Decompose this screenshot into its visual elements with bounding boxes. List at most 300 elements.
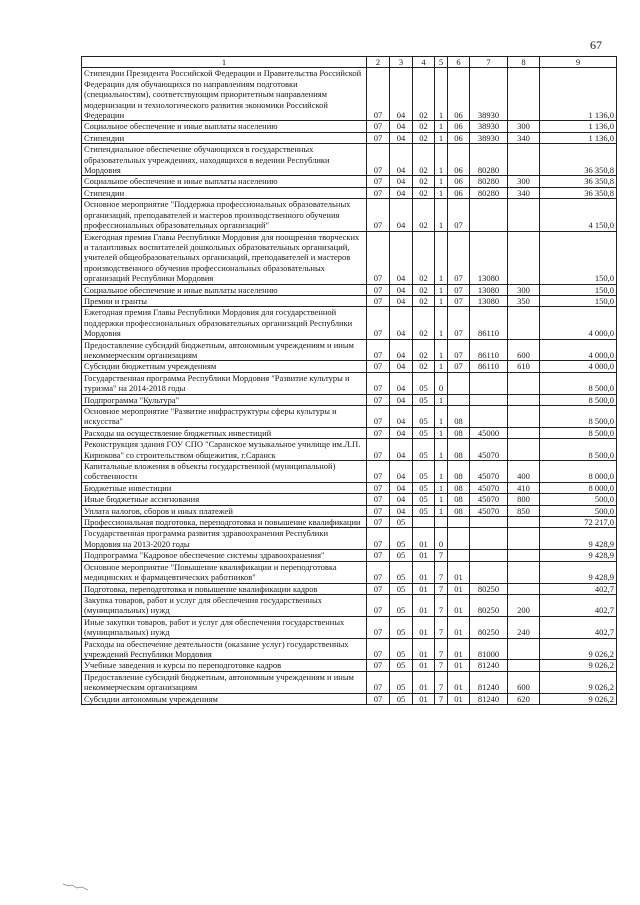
expense-name-cell: Бюджетные инвестиции xyxy=(82,482,367,493)
program-code-cell: 01 xyxy=(413,594,435,616)
subprogram-code-cell: 1 xyxy=(435,121,448,132)
subprogram-code-cell: 1 xyxy=(435,187,448,198)
section-code-cell: 07 xyxy=(367,594,390,616)
expense-type-cell: 350 xyxy=(508,295,540,306)
direction-code-cell: 80280 xyxy=(470,187,508,198)
section-code-cell: 07 xyxy=(367,461,390,483)
activity-code-cell xyxy=(448,372,470,394)
table-row xyxy=(82,638,617,660)
expense-type-cell: 300 xyxy=(508,176,540,187)
section-code-cell: 07 xyxy=(367,494,390,505)
activity-code-cell: 01 xyxy=(448,693,470,704)
program-code-cell: 02 xyxy=(413,121,435,132)
amount-cell: 9 026,2 xyxy=(540,638,617,660)
expense-name-cell: Подготовка, переподготовка и повышение квалификации кадров xyxy=(82,583,367,594)
program-code-cell: 02 xyxy=(413,295,435,306)
expense-name-cell: Закупка товаров, работ и услуг для обеспечения государственных (муниципальных) нужд xyxy=(82,594,367,616)
subsection-code-cell: 04 xyxy=(390,199,413,231)
amount-cell: 9 026,2 xyxy=(540,660,617,671)
expense-name-cell: Стипендии Президента Российской Федерации и Правительства Российской Федерации для обучающихся по направлениям подготовки (специальностям), соответствующим приоритетным направлениям модернизации и технологического развития экономики Российской Федерации xyxy=(82,68,367,121)
direction-code-cell: 38930 xyxy=(470,68,508,121)
activity-code-cell: 01 xyxy=(448,594,470,616)
direction-code-cell: 80250 xyxy=(470,616,508,638)
subsection-code-cell: 04 xyxy=(390,231,413,284)
expense-name-cell: Реконструкция здания ГОУ СПО "Саранское музыкальное училище им.Л.П. Кирюкова" со строительством общежития, г.Саранск xyxy=(82,439,367,461)
expense-name-cell: Социальное обеспечение и иные выплаты населению xyxy=(82,284,367,295)
expense-type-cell xyxy=(508,528,540,550)
subprogram-code-cell: 1 xyxy=(435,494,448,505)
subsection-code-cell: 04 xyxy=(390,461,413,483)
program-code-cell: 05 xyxy=(413,461,435,483)
table-row xyxy=(82,339,617,361)
expense-name-cell: Основное мероприятие "Развитие инфраструктуры сферы культуры и искусства" xyxy=(82,406,367,428)
amount-cell: 402,7 xyxy=(540,594,617,616)
table-row xyxy=(82,295,617,306)
subprogram-code-cell: 7 xyxy=(435,638,448,660)
activity-code-cell: 08 xyxy=(448,439,470,461)
expense-type-cell: 300 xyxy=(508,121,540,132)
direction-code-cell: 13080 xyxy=(470,284,508,295)
activity-code-cell: 01 xyxy=(448,638,470,660)
subprogram-code-cell: 7 xyxy=(435,594,448,616)
amount-cell: 8 500,0 xyxy=(540,439,617,461)
expense-name-cell: Капитальные вложения в объекты государственной (муниципальной) собственности xyxy=(82,461,367,483)
amount-cell: 402,7 xyxy=(540,583,617,594)
expense-name-cell: Предоставление субсидий бюджетным, автономным учреждениям и иным некоммерческим организациям xyxy=(82,339,367,361)
expense-type-cell xyxy=(508,638,540,660)
expense-type-cell xyxy=(508,394,540,405)
subsection-code-cell: 04 xyxy=(390,68,413,121)
amount-cell: 36 350,8 xyxy=(540,144,617,176)
subprogram-code-cell: 1 xyxy=(435,284,448,295)
amount-cell: 36 350,8 xyxy=(540,187,617,198)
section-code-cell: 07 xyxy=(367,361,390,372)
direction-code-cell xyxy=(470,406,508,428)
column-header: 9 xyxy=(540,57,617,68)
direction-code-cell xyxy=(470,550,508,561)
expense-name-cell: Ежегодная премия Главы Республики Мордовия для поощрения творческих и талантливых воспитателей дошкольных образовательных организаций, учителей общеобразовательных организаций, преподавателей и мастеров производственного обучения профессиональных образовательных организаций Республики Мордовия xyxy=(82,231,367,284)
expense-name-cell: Государственная программа Республики Мордовия "Развитие культуры и туризма" на 2014-2018 годы xyxy=(82,372,367,394)
expense-name-cell: Профессиональная подготовка, переподготовка и повышение квалификации xyxy=(82,517,367,528)
table-row xyxy=(82,616,617,638)
expense-type-cell: 850 xyxy=(508,505,540,516)
table-row xyxy=(82,231,617,284)
expense-name-cell: Стипендиальное обеспечение обучающихся в государственных образовательных учреждениях, находящихся в ведении Республики Мордовия xyxy=(82,144,367,176)
direction-code-cell: 81240 xyxy=(470,660,508,671)
subsection-code-cell: 05 xyxy=(390,583,413,594)
expense-type-cell: 340 xyxy=(508,187,540,198)
direction-code-cell: 45000 xyxy=(470,427,508,438)
amount-cell: 4 000,0 xyxy=(540,339,617,361)
subsection-code-cell: 05 xyxy=(390,550,413,561)
budget-table xyxy=(81,56,617,705)
subprogram-code-cell: 0 xyxy=(435,528,448,550)
subprogram-code-cell: 1 xyxy=(435,68,448,121)
amount-cell: 1 136,0 xyxy=(540,68,617,121)
subprogram-code-cell: 1 xyxy=(435,144,448,176)
column-header: 4 xyxy=(413,57,435,68)
expense-name-cell: Субсидии бюджетным учреждениям xyxy=(82,361,367,372)
expense-name-cell: Стипендии xyxy=(82,132,367,143)
column-header: 2 xyxy=(367,57,390,68)
amount-cell: 150,0 xyxy=(540,295,617,306)
table-row xyxy=(82,176,617,187)
subprogram-code-cell xyxy=(435,517,448,528)
amount-cell: 8 500,0 xyxy=(540,406,617,428)
expense-name-cell: Премии и гранты xyxy=(82,295,367,306)
activity-code-cell: 06 xyxy=(448,132,470,143)
direction-code-cell: 45070 xyxy=(470,494,508,505)
program-code-cell: 02 xyxy=(413,307,435,339)
expense-name-cell: Социальное обеспечение и иные выплаты населению xyxy=(82,121,367,132)
table-row xyxy=(82,660,617,671)
subprogram-code-cell: 7 xyxy=(435,693,448,704)
amount-cell: 8 500,0 xyxy=(540,394,617,405)
amount-cell: 500,0 xyxy=(540,505,617,516)
amount-cell: 150,0 xyxy=(540,284,617,295)
direction-code-cell: 80280 xyxy=(470,144,508,176)
section-code-cell: 07 xyxy=(367,295,390,306)
table-row xyxy=(82,461,617,483)
program-code-cell: 02 xyxy=(413,199,435,231)
table-row xyxy=(82,394,617,405)
program-code-cell: 05 xyxy=(413,394,435,405)
expense-type-cell: 400 xyxy=(508,461,540,483)
table-row xyxy=(82,550,617,561)
subsection-code-cell: 05 xyxy=(390,660,413,671)
program-code-cell: 01 xyxy=(413,583,435,594)
subprogram-code-cell: 0 xyxy=(435,372,448,394)
subsection-code-cell: 04 xyxy=(390,427,413,438)
expense-name-cell: Основное мероприятие "Повышение квалификации и переподготовка медицинских и фармацевтических работников" xyxy=(82,561,367,583)
table-row xyxy=(82,121,617,132)
expense-type-cell xyxy=(508,660,540,671)
expense-type-cell xyxy=(508,561,540,583)
scan-mark-icon xyxy=(62,881,92,891)
program-code-cell: 01 xyxy=(413,616,435,638)
direction-code-cell xyxy=(470,528,508,550)
section-code-cell: 07 xyxy=(367,144,390,176)
program-code-cell: 05 xyxy=(413,494,435,505)
subsection-code-cell: 04 xyxy=(390,121,413,132)
section-code-cell: 07 xyxy=(367,528,390,550)
direction-code-cell xyxy=(470,561,508,583)
subsection-code-cell: 04 xyxy=(390,505,413,516)
section-code-cell: 07 xyxy=(367,616,390,638)
subprogram-code-cell: 7 xyxy=(435,550,448,561)
subsection-code-cell: 04 xyxy=(390,406,413,428)
table-row xyxy=(82,199,617,231)
expense-name-cell: Подпрограмма "Кадровое обеспечение системы здравоохранения" xyxy=(82,550,367,561)
section-code-cell: 07 xyxy=(367,671,390,693)
subprogram-code-cell: 7 xyxy=(435,671,448,693)
activity-code-cell: 07 xyxy=(448,339,470,361)
program-code-cell: 05 xyxy=(413,427,435,438)
subsection-code-cell: 04 xyxy=(390,284,413,295)
program-code-cell xyxy=(413,517,435,528)
column-header: 7 xyxy=(470,57,508,68)
direction-code-cell: 45070 xyxy=(470,461,508,483)
activity-code-cell: 07 xyxy=(448,361,470,372)
expense-name-cell: Учебные заведения и курсы по переподготовке кадров xyxy=(82,660,367,671)
section-code-cell: 07 xyxy=(367,176,390,187)
direction-code-cell: 81000 xyxy=(470,638,508,660)
amount-cell: 72 217,0 xyxy=(540,517,617,528)
program-code-cell: 02 xyxy=(413,339,435,361)
table-row xyxy=(82,361,617,372)
program-code-cell: 05 xyxy=(413,372,435,394)
section-code-cell: 07 xyxy=(367,482,390,493)
expense-name-cell: Стипендии xyxy=(82,187,367,198)
subprogram-code-cell: 1 xyxy=(435,339,448,361)
activity-code-cell: 06 xyxy=(448,144,470,176)
expense-name-cell: Подпрограмма "Культура" xyxy=(82,394,367,405)
expense-type-cell: 340 xyxy=(508,132,540,143)
table-row xyxy=(82,68,617,121)
program-code-cell: 02 xyxy=(413,361,435,372)
subsection-code-cell: 04 xyxy=(390,339,413,361)
subsection-code-cell: 04 xyxy=(390,361,413,372)
amount-cell: 8 500,0 xyxy=(540,372,617,394)
subprogram-code-cell: 7 xyxy=(435,583,448,594)
table-row xyxy=(82,372,617,394)
activity-code-cell xyxy=(448,394,470,405)
section-code-cell: 07 xyxy=(367,339,390,361)
direction-code-cell: 86110 xyxy=(470,307,508,339)
program-code-cell: 02 xyxy=(413,284,435,295)
subsection-code-cell: 04 xyxy=(390,132,413,143)
subprogram-code-cell: 1 xyxy=(435,394,448,405)
section-code-cell: 07 xyxy=(367,394,390,405)
direction-code-cell: 45070 xyxy=(470,482,508,493)
expense-type-cell: 620 xyxy=(508,693,540,704)
section-code-cell: 07 xyxy=(367,583,390,594)
column-header: 8 xyxy=(508,57,540,68)
amount-cell: 36 350,8 xyxy=(540,176,617,187)
expense-type-cell xyxy=(508,68,540,121)
expense-name-cell: Расходы на осуществление бюджетных инвестиций xyxy=(82,427,367,438)
subsection-code-cell: 05 xyxy=(390,693,413,704)
section-code-cell: 07 xyxy=(367,693,390,704)
amount-cell: 1 136,0 xyxy=(540,132,617,143)
program-code-cell: 01 xyxy=(413,528,435,550)
direction-code-cell: 38930 xyxy=(470,132,508,143)
table-row xyxy=(82,494,617,505)
subsection-code-cell: 04 xyxy=(390,439,413,461)
subprogram-code-cell: 7 xyxy=(435,561,448,583)
section-code-cell: 07 xyxy=(367,372,390,394)
program-code-cell: 02 xyxy=(413,231,435,284)
program-code-cell: 02 xyxy=(413,144,435,176)
expense-name-cell: Предоставление субсидий бюджетным, автономным учреждениям и иным некоммерческим организациям xyxy=(82,671,367,693)
activity-code-cell xyxy=(448,550,470,561)
subsection-code-cell: 05 xyxy=(390,616,413,638)
direction-code-cell: 81240 xyxy=(470,693,508,704)
program-code-cell: 02 xyxy=(413,132,435,143)
expense-type-cell: 610 xyxy=(508,361,540,372)
activity-code-cell: 06 xyxy=(448,187,470,198)
table-row xyxy=(82,505,617,516)
table-row xyxy=(82,583,617,594)
direction-code-cell: 86110 xyxy=(470,361,508,372)
subsection-code-cell: 04 xyxy=(390,372,413,394)
column-header: 5 xyxy=(435,57,448,68)
expense-type-cell xyxy=(508,550,540,561)
activity-code-cell: 06 xyxy=(448,121,470,132)
subprogram-code-cell: 1 xyxy=(435,199,448,231)
amount-cell: 4 000,0 xyxy=(540,361,617,372)
expense-type-cell xyxy=(508,307,540,339)
activity-code-cell: 08 xyxy=(448,406,470,428)
table-row xyxy=(82,132,617,143)
expense-name-cell: Субсидии автономным учреждениям xyxy=(82,693,367,704)
subsection-code-cell: 05 xyxy=(390,561,413,583)
program-code-cell: 01 xyxy=(413,660,435,671)
table-row xyxy=(82,284,617,295)
activity-code-cell: 08 xyxy=(448,494,470,505)
subprogram-code-cell: 1 xyxy=(435,295,448,306)
amount-cell: 1 136,0 xyxy=(540,121,617,132)
activity-code-cell: 07 xyxy=(448,199,470,231)
program-code-cell: 05 xyxy=(413,505,435,516)
section-code-cell: 07 xyxy=(367,550,390,561)
direction-code-cell xyxy=(470,372,508,394)
column-header: 3 xyxy=(390,57,413,68)
table-row xyxy=(82,406,617,428)
activity-code-cell xyxy=(448,517,470,528)
section-code-cell: 07 xyxy=(367,427,390,438)
section-code-cell: 07 xyxy=(367,660,390,671)
activity-code-cell: 07 xyxy=(448,231,470,284)
activity-code-cell: 01 xyxy=(448,583,470,594)
program-code-cell: 01 xyxy=(413,671,435,693)
direction-code-cell: 45070 xyxy=(470,505,508,516)
subprogram-code-cell: 1 xyxy=(435,505,448,516)
expense-name-cell: Иные бюджетные ассигнования xyxy=(82,494,367,505)
subprogram-code-cell: 1 xyxy=(435,406,448,428)
subprogram-code-cell: 1 xyxy=(435,439,448,461)
subprogram-code-cell: 1 xyxy=(435,307,448,339)
expense-type-cell: 300 xyxy=(508,284,540,295)
program-code-cell: 01 xyxy=(413,638,435,660)
activity-code-cell: 07 xyxy=(448,307,470,339)
subsection-code-cell: 05 xyxy=(390,528,413,550)
activity-code-cell: 01 xyxy=(448,561,470,583)
table-row xyxy=(82,561,617,583)
section-code-cell: 07 xyxy=(367,231,390,284)
expense-type-cell xyxy=(508,583,540,594)
expense-type-cell xyxy=(508,439,540,461)
amount-cell: 8 000,0 xyxy=(540,461,617,483)
section-code-cell: 07 xyxy=(367,561,390,583)
expense-type-cell: 240 xyxy=(508,616,540,638)
amount-cell: 9 026,2 xyxy=(540,671,617,693)
expense-type-cell: 600 xyxy=(508,671,540,693)
amount-cell: 8 500,0 xyxy=(540,427,617,438)
section-code-cell: 07 xyxy=(367,517,390,528)
activity-code-cell: 08 xyxy=(448,461,470,483)
activity-code-cell: 08 xyxy=(448,427,470,438)
table-row xyxy=(82,671,617,693)
direction-code-cell: 80250 xyxy=(470,583,508,594)
table-row xyxy=(82,439,617,461)
expense-type-cell xyxy=(508,517,540,528)
section-code-cell: 07 xyxy=(367,187,390,198)
subprogram-code-cell: 1 xyxy=(435,427,448,438)
program-code-cell: 05 xyxy=(413,406,435,428)
expense-name-cell: Основное мероприятие "Поддержка профессиональных образовательных организаций, преподавателей и мастеров производственного обучения профессиональных образовательных организаций" xyxy=(82,199,367,231)
activity-code-cell: 08 xyxy=(448,505,470,516)
amount-cell: 8 000,0 xyxy=(540,482,617,493)
activity-code-cell: 01 xyxy=(448,616,470,638)
subsection-code-cell: 05 xyxy=(390,594,413,616)
table-row xyxy=(82,307,617,339)
subprogram-code-cell: 7 xyxy=(435,616,448,638)
table-body xyxy=(82,68,617,705)
table-row xyxy=(82,594,617,616)
amount-cell: 9 428,9 xyxy=(540,561,617,583)
subprogram-code-cell: 1 xyxy=(435,231,448,284)
subsection-code-cell: 04 xyxy=(390,176,413,187)
amount-cell: 500,0 xyxy=(540,494,617,505)
expense-type-cell xyxy=(508,372,540,394)
program-code-cell: 05 xyxy=(413,482,435,493)
subsection-code-cell: 05 xyxy=(390,671,413,693)
direction-code-cell xyxy=(470,394,508,405)
section-code-cell: 07 xyxy=(367,307,390,339)
program-code-cell: 02 xyxy=(413,68,435,121)
subprogram-code-cell: 1 xyxy=(435,132,448,143)
direction-code-cell: 13080 xyxy=(470,295,508,306)
column-header: 6 xyxy=(448,57,470,68)
program-code-cell: 02 xyxy=(413,187,435,198)
expense-type-cell: 410 xyxy=(508,482,540,493)
subprogram-code-cell: 1 xyxy=(435,361,448,372)
section-code-cell: 07 xyxy=(367,121,390,132)
expense-type-cell xyxy=(508,427,540,438)
subsection-code-cell: 04 xyxy=(390,307,413,339)
subsection-code-cell: 04 xyxy=(390,494,413,505)
activity-code-cell xyxy=(448,528,470,550)
activity-code-cell: 08 xyxy=(448,482,470,493)
activity-code-cell: 01 xyxy=(448,660,470,671)
section-code-cell: 07 xyxy=(367,439,390,461)
direction-code-cell xyxy=(470,517,508,528)
program-code-cell: 01 xyxy=(413,550,435,561)
amount-cell: 4 000,0 xyxy=(540,307,617,339)
page-number: 67 xyxy=(590,38,602,52)
subsection-code-cell: 04 xyxy=(390,394,413,405)
section-code-cell: 07 xyxy=(367,406,390,428)
amount-cell: 9 428,9 xyxy=(540,550,617,561)
amount-cell: 9 428,9 xyxy=(540,528,617,550)
direction-code-cell: 81240 xyxy=(470,671,508,693)
expense-type-cell xyxy=(508,199,540,231)
subsection-code-cell: 04 xyxy=(390,482,413,493)
subsection-code-cell: 04 xyxy=(390,295,413,306)
expense-type-cell: 800 xyxy=(508,494,540,505)
section-code-cell: 07 xyxy=(367,505,390,516)
amount-cell: 402,7 xyxy=(540,616,617,638)
program-code-cell: 01 xyxy=(413,561,435,583)
expense-type-cell xyxy=(508,144,540,176)
expense-name-cell: Ежегодная премия Главы Республики Мордовия для государственной поддержки профессиональных образовательных организаций Республики Мордовия xyxy=(82,307,367,339)
direction-code-cell: 38930 xyxy=(470,121,508,132)
direction-code-cell xyxy=(470,199,508,231)
program-code-cell: 02 xyxy=(413,176,435,187)
section-code-cell: 07 xyxy=(367,68,390,121)
expense-name-cell: Расходы на обеспечение деятельности (оказание услуг) государственных учреждений Республики Мордовия xyxy=(82,638,367,660)
